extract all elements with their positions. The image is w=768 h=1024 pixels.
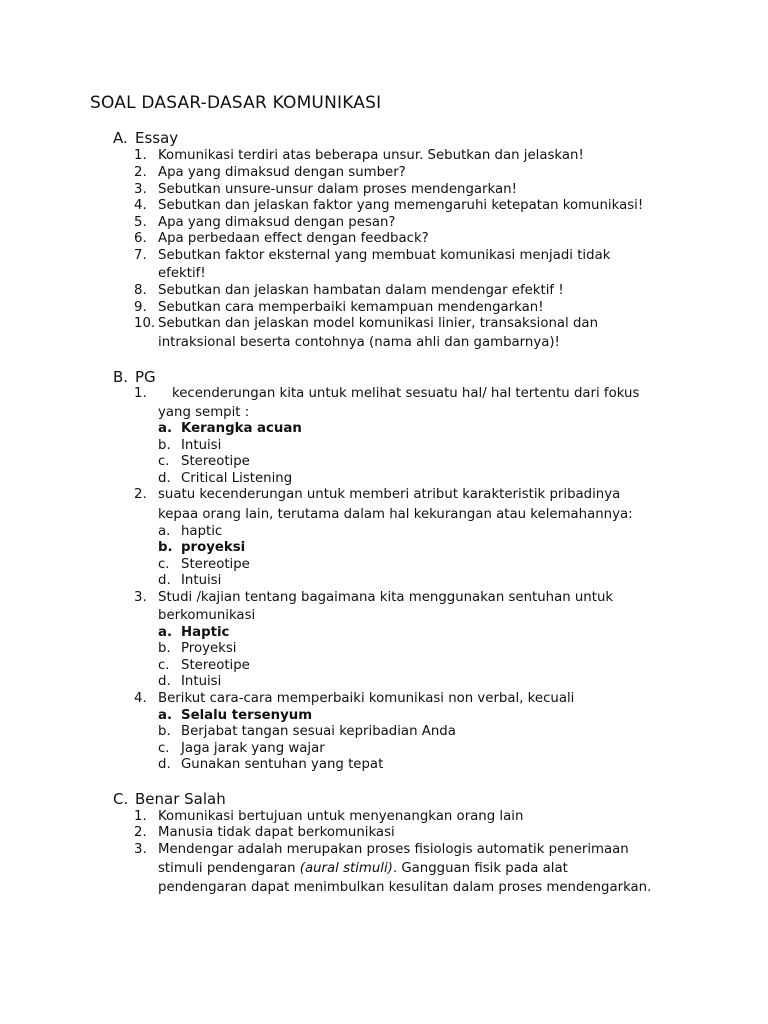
essay-item-text-continued: efektif! xyxy=(158,266,206,281)
pg-option-letter: a. xyxy=(158,524,171,539)
pg-option-answer: Kerangka acuan xyxy=(181,421,302,436)
page-title: SOAL DASAR-DASAR KOMUNIKASI xyxy=(90,93,382,113)
pg-option-text: Intuisi xyxy=(181,438,222,453)
pg-option-answer: Haptic xyxy=(181,625,230,640)
pg-option-letter: a. xyxy=(158,708,173,723)
pg-option-text: Berjabat tangan sesuai kepribadian Anda xyxy=(181,724,456,739)
essay-item-number: 5. xyxy=(134,215,147,230)
essay-item-text: Sebutkan cara memperbaiki kemampuan mendengarkan! xyxy=(158,300,544,315)
section-b-title: PG xyxy=(135,368,156,386)
section-c-heading xyxy=(113,790,226,808)
pg-option-text: Jaga jarak yang wajar xyxy=(181,741,325,756)
pg-option-letter: c. xyxy=(158,557,170,572)
pg-option-answer: Selalu tersenyum xyxy=(181,708,313,723)
pg-option-text: Proyeksi xyxy=(181,641,237,656)
essay-item-text: Sebutkan dan jelaskan model komunikasi linier, transaksional dan xyxy=(158,316,598,331)
pg-question-text-continued: kepaa orang lain, terutama dalam hal kekurangan atau kelemahannya: xyxy=(158,507,633,522)
essay-item-text: Apa yang dimaksud dengan pesan? xyxy=(158,215,396,230)
pg-question-number: 1. xyxy=(134,386,147,401)
essay-item-number: 8. xyxy=(134,283,147,298)
essay-item-number: 9. xyxy=(134,300,147,315)
pg-option-letter: d. xyxy=(158,757,171,772)
pg-question-number: 4. xyxy=(134,691,147,706)
tf-item-number: 2. xyxy=(134,825,147,840)
essay-item-number: 6. xyxy=(134,231,147,246)
section-a-letter: A. xyxy=(113,129,128,147)
pg-question-text: suatu kecenderungan untuk memberi atribut karakteristik pribadinya xyxy=(158,487,621,502)
essay-item-text: Apa perbedaan effect dengan feedback? xyxy=(158,231,429,246)
essay-item-text: Sebutkan unsure-unsur dalam proses mendengarkan! xyxy=(158,182,517,197)
tf-item-text-part: stimuli pendengaran xyxy=(158,861,300,876)
pg-option-letter: a. xyxy=(158,625,173,640)
tf-item-text-part: . Gangguan fisik pada alat xyxy=(392,861,568,876)
pg-option-text: haptic xyxy=(181,524,223,539)
pg-option-text: Stereotipe xyxy=(181,557,250,572)
essay-item-number: 10. xyxy=(134,316,156,331)
pg-question-number: 2. xyxy=(134,487,147,502)
essay-item-text: Sebutkan faktor eksternal yang membuat komunikasi menjadi tidak xyxy=(158,248,611,263)
pg-option-letter: d. xyxy=(158,674,171,689)
pg-option-answer: proyeksi xyxy=(181,540,246,555)
pg-option-letter: d. xyxy=(158,573,171,588)
tf-item-text-continued: pendengaran dapat menimbulkan kesulitan dalam proses mendengarkan. xyxy=(158,880,652,895)
pg-option-letter: a. xyxy=(158,421,173,436)
essay-item-number: 3. xyxy=(134,182,147,197)
section-b-heading xyxy=(113,368,156,386)
section-c-title: Benar Salah xyxy=(135,790,226,808)
pg-option-text: Intuisi xyxy=(181,674,222,689)
tf-item-number: 1. xyxy=(134,809,147,824)
pg-option-letter: c. xyxy=(158,658,170,673)
essay-item-text: Komunikasi terdiri atas beberapa unsur. Sebutkan dan jelaskan! xyxy=(158,148,584,163)
essay-item-text-continued: intraksional beserta contohnya (nama ahli dan gambarnya)! xyxy=(158,335,560,350)
tf-item-text: Manusia tidak dapat berkomunikasi xyxy=(158,825,395,840)
pg-option-letter: b. xyxy=(158,641,171,656)
pg-option-text: Stereotipe xyxy=(181,658,250,673)
tf-item-number: 3. xyxy=(134,842,147,857)
essay-item-number: 4. xyxy=(134,198,147,213)
pg-option-text: Gunakan sentuhan yang tepat xyxy=(181,757,384,772)
essay-item-text: Apa yang dimaksud dengan sumber? xyxy=(158,165,406,180)
pg-question-text-continued: berkomunikasi xyxy=(158,608,256,623)
essay-item-number: 2. xyxy=(134,165,147,180)
section-a-heading xyxy=(113,129,178,147)
pg-question-text-continued: yang sempit : xyxy=(158,405,250,420)
pg-question-number: 3. xyxy=(134,590,147,605)
essay-item-number: 1. xyxy=(134,148,147,163)
tf-item-text-italic: (aural stimuli) xyxy=(299,861,393,876)
essay-item-number: 7. xyxy=(134,248,147,263)
pg-option-letter: b. xyxy=(158,438,171,453)
pg-option-text: Critical Listening xyxy=(181,471,293,486)
pg-question-text: kecenderungan kita untuk melihat sesuatu hal/ hal tertentu dari fokus xyxy=(172,386,640,401)
tf-item-text: Komunikasi bertujuan untuk menyenangkan orang lain xyxy=(158,809,524,824)
tf-item-text: Mendengar adalah merupakan proses fisiologis automatik penerimaan xyxy=(158,842,629,857)
pg-option-text: Stereotipe xyxy=(181,454,250,469)
pg-option-letter: b. xyxy=(158,724,171,739)
section-c-letter: C. xyxy=(113,790,129,808)
pg-question-text: Berikut cara-cara memperbaiki komunikasi non verbal, kecuali xyxy=(158,691,575,706)
section-a-title: Essay xyxy=(135,129,179,147)
pg-option-letter: d. xyxy=(158,471,171,486)
pg-option-text: Intuisi xyxy=(181,573,222,588)
pg-option-letter: b. xyxy=(158,540,173,555)
pg-option-letter: c. xyxy=(158,741,170,756)
section-b-letter: B. xyxy=(113,368,129,386)
tf-item-text-continued xyxy=(158,860,568,878)
pg-option-letter: c. xyxy=(158,454,170,469)
essay-item-text: Sebutkan dan jelaskan hambatan dalam mendengar efektif ! xyxy=(158,283,564,298)
essay-item-text: Sebutkan dan jelaskan faktor yang memengaruhi ketepatan komunikasi! xyxy=(158,198,644,213)
pg-question-text: Studi /kajian tentang bagaimana kita menggunakan sentuhan untuk xyxy=(158,590,614,605)
